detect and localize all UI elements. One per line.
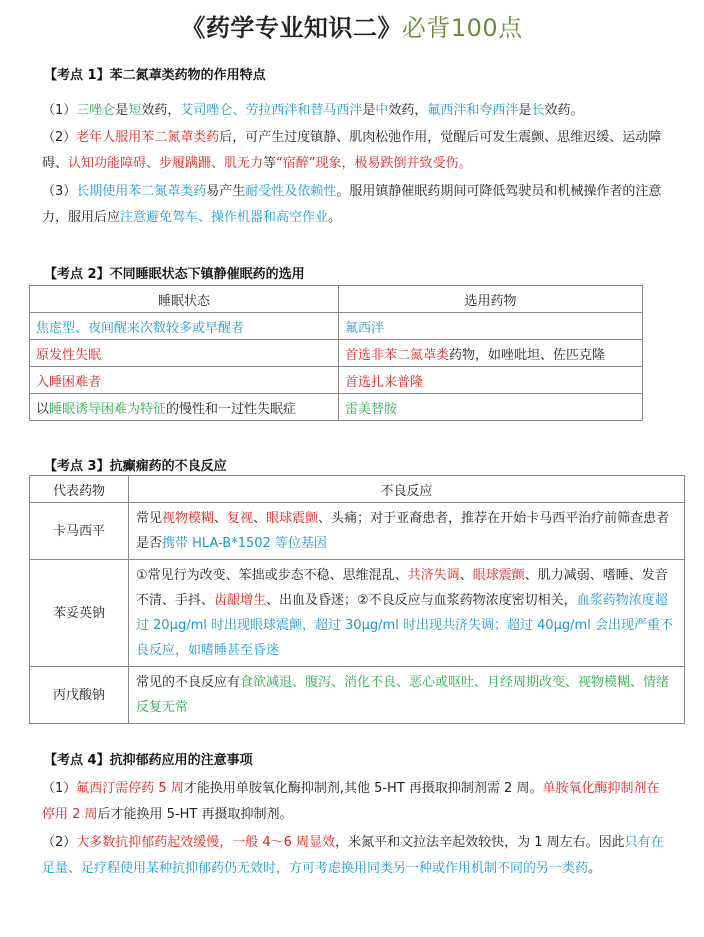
text-run: 效药， (388, 103, 428, 118)
text-run: 雷美替胺 (345, 401, 398, 417)
sleep-state-cell (30, 340, 339, 367)
text-run: 中 (375, 103, 389, 118)
table-row (30, 367, 643, 394)
text-run: 后才能换用 5-HT 再摄取抑制剂。 (97, 807, 293, 822)
text-run: 、 (459, 568, 473, 583)
text-run: 老年人服用苯二氮䓬类药 (76, 130, 220, 145)
text-run: 、头痛；对于亚裔患者，推荐在开始卡马西平治疗前筛查患者是否 (136, 511, 670, 551)
text-run: “宿醉”现象，极易跌倒并致受伤。 (276, 156, 472, 171)
text-run: ①常见行为改变、笨拙或步态不稳、思维混乱、 (136, 568, 408, 583)
title-main: 《药学专业知识二》 (181, 14, 402, 42)
sleep-state-cell (30, 394, 339, 421)
text-run: 效药。 (544, 103, 584, 118)
section-1-paragraph-1 (42, 98, 670, 124)
text-run: 血浆药物浓度超过 20μg/ml 时出现眼球震颤，超过 30μg/ml 时出现共济失调；超过 40μg/ml 会出现严重不良反应，如嗜睡甚至昏迷 (136, 593, 673, 658)
document-title (0, 8, 704, 43)
table-row (30, 394, 643, 421)
text-run: 、肌力减弱、嗜睡、发音不清、手抖、 (136, 568, 668, 608)
adverse-effects-cell (129, 560, 685, 667)
text-run: 眼球震颤 (472, 568, 525, 583)
text-run: 是 (362, 103, 376, 118)
text-run: 长 (531, 103, 545, 118)
sleep-state-table (29, 285, 643, 421)
text-run: 携带 HLA-B*1502 等位基因 (162, 536, 327, 551)
text-run: 三唑仑 (76, 103, 116, 118)
text-run: 。 (328, 210, 342, 225)
section-4-heading: 【考点 4】抗抑郁药应用的注意事项 (44, 753, 253, 768)
column-header-drug: 选用药物 (339, 286, 643, 313)
drug-cell (339, 394, 643, 421)
text-run: 、 (253, 511, 267, 526)
text-run: （3） (42, 184, 77, 199)
text-run: 后，可产生过度镇静、肌肉松弛作用，觉醒后可发生震颤、思维迟缓、运动障碍、 (42, 130, 662, 171)
column-header-drug: 代表药物 (30, 476, 129, 503)
text-run: 共济失调 (407, 568, 460, 583)
text-run: （2） (42, 130, 77, 145)
text-run: （2） (42, 835, 77, 850)
text-run: 焦虑型、夜间醒来次数较多或早醒者 (36, 320, 245, 336)
drug-cell (339, 313, 643, 340)
section-4-paragraph-2 (42, 830, 670, 882)
section-3-heading: 【考点 3】抗癫痫药的不良反应 (44, 459, 227, 474)
table-header-row (30, 476, 685, 503)
text-run: （1） (42, 781, 77, 796)
section-1-paragraph-2 (42, 125, 670, 177)
text-run: 才能换用单胺氧化酶抑制剂,其他 5-HT 再摄取抑制剂需 2 周。 (183, 781, 543, 796)
text-run: 入睡困难者 (36, 374, 102, 390)
text-run: 认知功能障碍、步履蹒跚、肌无力 (68, 156, 264, 171)
text-run: 易产生 (206, 184, 246, 199)
drug-name-cell: 卡马西平 (30, 503, 129, 560)
table-header-row (30, 286, 643, 313)
table-row (30, 503, 685, 560)
text-run: 效药， (141, 103, 181, 118)
text-run: 短 (128, 103, 142, 118)
text-run: 视物模糊 (162, 511, 215, 526)
text-run: 、 (214, 511, 228, 526)
table-row (30, 560, 685, 667)
text-run: 。 (588, 861, 602, 876)
text-run: 氟西泮 (345, 320, 385, 336)
sleep-state-cell (30, 367, 339, 394)
text-run: 眼球震颤 (266, 511, 319, 526)
text-run: 只有在足量、足疗程使用某种抗抑郁药仍无效时，方可考虑换用同类另一种或作用机制不同的另一类药 (42, 835, 664, 876)
text-run: 耐受性及依赖性 (245, 184, 337, 199)
text-run: 齿龈增生 (214, 593, 267, 608)
column-header-sleep-state: 睡眠状态 (30, 286, 339, 313)
text-run: 是 (115, 103, 129, 118)
drug-name-cell: 苯妥英钠 (30, 560, 129, 667)
section-2-heading: 【考点 2】不同睡眠状态下镇静催眠药的选用 (44, 267, 305, 282)
table-row (30, 667, 685, 724)
table-row (30, 313, 643, 340)
adverse-effects-cell (129, 503, 685, 560)
drug-name-cell: 丙戊酸钠 (30, 667, 129, 724)
text-run: 等 (263, 156, 277, 171)
text-run: 复视 (227, 511, 254, 526)
text-run: 以 (36, 401, 50, 417)
text-run: 注意避免驾车、操作机器和高空作业 (120, 210, 329, 225)
text-run: 首选非苯二氮䓬类 (345, 347, 450, 363)
title-suffix: 必背100点 (401, 14, 523, 42)
sleep-state-cell (30, 313, 339, 340)
drug-cell (339, 367, 643, 394)
section-1-heading: 【考点 1】苯二氮䓬类药物的作用特点 (44, 68, 266, 83)
adverse-effects-cell (129, 667, 685, 724)
column-header-adverse-effects: 不良反应 (129, 476, 685, 503)
text-run: 常见 (136, 511, 163, 526)
text-run: ，米氮平和文拉法辛起效较快，为 1 周左右。因此 (335, 835, 625, 850)
text-run: 食欲减退、腹泻、消化不良、恶心或呕吐、月经周期改变、视物模糊、情绪反复无常 (136, 675, 670, 715)
text-run: 是 (518, 103, 532, 118)
text-run: 药物，如唑吡坦、佐匹克隆 (449, 347, 606, 363)
text-run: 的慢性和一过性失眠症 (166, 401, 297, 417)
text-run: （1） (42, 103, 77, 118)
text-run: 、出血及昏迷；②不良反应与血浆药物浓度密切相关， (266, 593, 577, 608)
text-run: 常见的不良反应有 (136, 675, 241, 690)
table-row (30, 340, 643, 367)
antiepileptic-adverse-effects-table (29, 475, 685, 724)
text-run: 氟西汀需停药 5 周 (76, 781, 184, 796)
text-run: 。服用镇静催眠药期间可降低驾驶员和机械操作者的注意力，服用后应 (42, 184, 662, 225)
section-1-paragraph-3 (42, 179, 670, 231)
text-run: 睡眠诱导困难为特征 (49, 401, 167, 417)
text-run: 原发性失眠 (36, 347, 102, 363)
section-4-paragraph-1 (42, 776, 670, 828)
drug-cell (339, 340, 643, 367)
text-run: 大多数抗抑郁药起效缓慢，一般 4～6 周显效 (76, 835, 336, 850)
text-run: 氟西泮和夸西泮 (427, 103, 519, 118)
text-run: 单胺氧化酶抑制剂在停用 2 周 (42, 781, 660, 822)
text-run: 首选扎来普隆 (345, 374, 424, 390)
text-run: 艾司唑仑、劳拉西泮和替马西泮 (180, 103, 363, 118)
text-run: 长期使用苯二氮䓬类药 (76, 184, 207, 199)
